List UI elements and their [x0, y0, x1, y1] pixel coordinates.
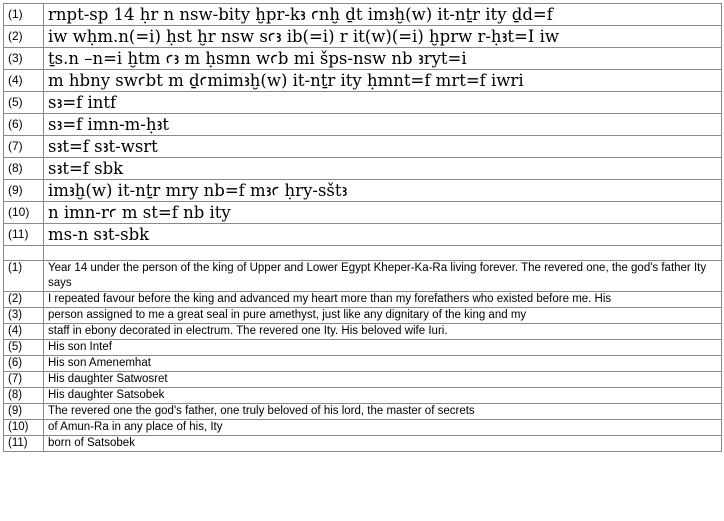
table-row — [4, 136, 722, 158]
transliteration-text: iw wḥm.n(=i) ḥst ḫr nsw sꜥꜣ ib(=i) r it(w)(=i) ḫprw r-ḥꜣt=I iw — [44, 26, 722, 48]
table-row — [4, 388, 722, 404]
transliteration-text: sꜣ=f intf — [44, 92, 722, 114]
transliteration-text: n imn-rꜥ m st=f nb ity — [44, 202, 722, 224]
transliteration-text: rnpt-sp 14 ḥr n nsw-bity ḫpr-kꜣ ꜥnḫ ḏt imꜣḫ(w) it-nṯr ity ḏd=f — [44, 4, 722, 26]
line-number: (4) — [4, 70, 44, 92]
line-number: (1) — [4, 261, 44, 292]
line-number: (2) — [4, 292, 44, 308]
table-row — [4, 224, 722, 246]
line-number: (9) — [4, 404, 44, 420]
translation-text: person assigned to me a great seal in pure amethyst, just like any dignitary of the king and my — [44, 308, 722, 324]
spacer-cell — [44, 246, 722, 261]
table-row — [4, 404, 722, 420]
translation-text: Year 14 under the person of the king of Upper and Lower Egypt Kheper-Ka-Ra living forever. The revered one, the god's father Ity says — [44, 261, 722, 292]
translation-text: His son Intef — [44, 340, 722, 356]
table-row — [4, 26, 722, 48]
translation-text: staff in ebony decorated in electrum. The revered one Ity. His beloved wife Iuri. — [44, 324, 722, 340]
table-row — [4, 356, 722, 372]
line-number: (11) — [4, 224, 44, 246]
line-number: (5) — [4, 340, 44, 356]
table-row — [4, 261, 722, 292]
table-row — [4, 372, 722, 388]
line-number: (7) — [4, 136, 44, 158]
translation-text: The revered one the god's father, one truly beloved of his lord, the master of secrets — [44, 404, 722, 420]
table-row — [4, 48, 722, 70]
line-number: (6) — [4, 114, 44, 136]
transliteration-text: imꜣḫ(w) it-nṯr mry nb=f mꜣꜥ ḥry-sštꜣ — [44, 180, 722, 202]
transliteration-text: sꜣ=f imn-m-ḥꜣt — [44, 114, 722, 136]
table-row — [4, 180, 722, 202]
transliteration-text: ms-n sꜣt-sbk — [44, 224, 722, 246]
spacer-cell — [4, 246, 44, 261]
table-row — [4, 158, 722, 180]
translation-text: His daughter Satwosret — [44, 372, 722, 388]
transliteration-text: ṯs.n –n=i ḫtm ꜥꜣ m ḥsmn wꜥb mi šps-nsw nb ꜣryt=i — [44, 48, 722, 70]
translation-section — [4, 261, 722, 452]
table-row — [4, 92, 722, 114]
table-row — [4, 4, 722, 26]
translation-text: His daughter Satsobek — [44, 388, 722, 404]
line-number: (3) — [4, 308, 44, 324]
document-page — [3, 3, 721, 452]
translation-text: His son Amenemhat — [44, 356, 722, 372]
translation-text: of Amun-Ra in any place of his, Ity — [44, 420, 722, 436]
line-number: (8) — [4, 158, 44, 180]
transliteration-section — [4, 4, 722, 246]
table-row — [4, 114, 722, 136]
translation-text: I repeated favour before the king and advanced my heart more than my forefathers who existed before me. His — [44, 292, 722, 308]
transliteration-text: m hbny swꜥbt m ḏꜥmimꜣḫ(w) it-nṯr ity ḥmnt=f mrt=f iwri — [44, 70, 722, 92]
table-row — [4, 324, 722, 340]
line-number: (6) — [4, 356, 44, 372]
translation-text: born of Satsobek — [44, 436, 722, 452]
line-number: (1) — [4, 4, 44, 26]
line-number: (10) — [4, 420, 44, 436]
section-spacer — [4, 246, 722, 261]
line-number: (10) — [4, 202, 44, 224]
line-number: (8) — [4, 388, 44, 404]
table-row — [4, 436, 722, 452]
table-row — [4, 292, 722, 308]
table-row — [4, 308, 722, 324]
table-row — [4, 70, 722, 92]
inscription-table — [3, 3, 722, 452]
table-row — [4, 420, 722, 436]
line-number: (7) — [4, 372, 44, 388]
transliteration-text: sꜣt=f sꜣt-wsrt — [44, 136, 722, 158]
table-row — [4, 340, 722, 356]
table-row — [4, 202, 722, 224]
line-number: (3) — [4, 48, 44, 70]
spacer-row — [4, 246, 722, 261]
line-number: (2) — [4, 26, 44, 48]
transliteration-text: sꜣt=f sbk — [44, 158, 722, 180]
line-number: (5) — [4, 92, 44, 114]
line-number: (9) — [4, 180, 44, 202]
line-number: (4) — [4, 324, 44, 340]
line-number: (11) — [4, 436, 44, 452]
